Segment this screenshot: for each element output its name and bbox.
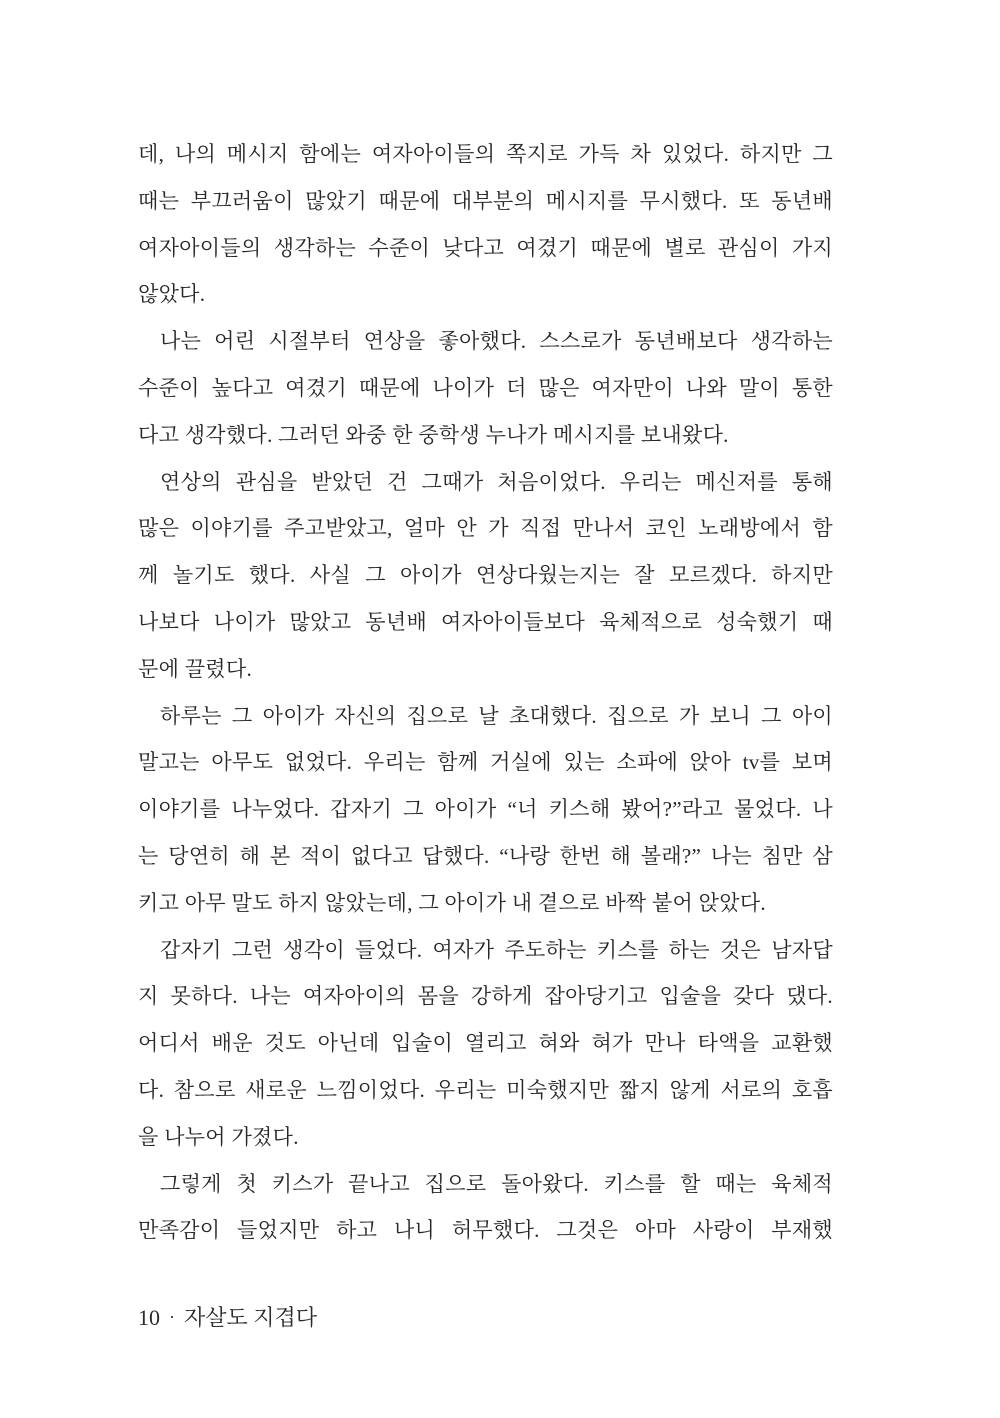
text-line: 께 놀기도 했다. 사실 그 아이가 연상다웠는지는 잘 모르겠다. 하지만 [138,563,833,588]
text-line: 는 당연히 해 본 적이 없다고 답했다. “나랑 한번 해 볼래?” 나는 침만 삼 [138,843,833,868]
page-number: 10 [138,1305,160,1330]
text-line: 어디서 배운 것도 아닌데 입술이 열리고 혀와 혀가 만나 타액을 교환했 [138,1031,833,1056]
text-line: 나는 어린 시절부터 연상을 좋아했다. 스스로가 동년배보다 생각하는 [160,329,833,354]
book-title: 자살도 지겹다 [184,1305,318,1330]
text-line: 문에 끌렸다. [138,656,253,681]
text-line: 이야기를 나누었다. 갑자기 그 아이가 “너 키스해 봤어?”라고 물었다. 나 [138,797,833,822]
text-line: 하루는 그 아이가 자신의 집으로 날 초대했다. 집으로 가 보니 그 아이 [160,703,833,728]
text-line: 키고 아무 말도 하지 않았는데, 그 아이가 내 곁으로 바짝 붙어 앉았다. [138,890,766,915]
text-line: 데, 나의 메시지 함에는 여자아이들의 쪽지로 가득 차 있었다. 하지만 그 [138,142,833,166]
paragraph [138,693,833,927]
paragraph [138,459,833,693]
paragraph [138,1161,833,1255]
text-line: 그렇게 첫 키스가 끝나고 집으로 돌아왔다. 키스를 할 때는 육체적 [160,1171,833,1196]
text-line: 을 나누어 가졌다. [138,1124,299,1149]
text-line: 지 못하다. 나는 여자아이의 몸을 강하게 잡아당기고 입술을 갖다 댔다. [138,984,833,1009]
text-line: 다고 생각했다. 그러던 와중 한 중학생 누나가 메시지를 보내왔다. [138,422,729,447]
text-line: 말고는 아무도 없었다. 우리는 함께 거실에 있는 소파에 앉아 tv를 보며 [138,750,833,775]
text-line: 나보다 나이가 많았고 동년배 여자아이들보다 육체적으로 성숙했기 때 [138,609,833,634]
text-line: 많은 이야기를 주고받았고, 얼마 안 가 직접 만나서 코인 노래방에서 함 [138,516,833,541]
page-footer [138,1303,317,1334]
text-line: 때는 부끄러움이 많았기 때문에 대부분의 메시지를 무시했다. 또 동년배 [138,188,833,213]
body-text [138,131,833,1254]
text-line: 다. 참으로 새로운 느낌이었다. 우리는 미숙했지만 짧지 않게 서로의 호흡 [138,1077,833,1102]
paragraph [138,927,833,1161]
text-line: 갑자기 그런 생각이 들었다. 여자가 주도하는 키스를 하는 것은 남자답 [160,937,833,962]
text-line: 여자아이들의 생각하는 수준이 낮다고 여겼기 때문에 별로 관심이 가지 [138,235,833,260]
text-line: 만족감이 들었지만 하고 나니 허무했다. 그것은 아마 사랑이 부재했 [138,1218,833,1243]
paragraph [138,318,833,458]
text-line: 않았다. [138,282,206,307]
paragraph [138,131,833,318]
footer-separator-dot-icon: · [169,1307,175,1327]
text-line: 연상의 관심을 받았던 건 그때가 처음이었다. 우리는 메신저를 통해 [160,469,833,494]
text-line: 수준이 높다고 여겼기 때문에 나이가 더 많은 여자만이 나와 말이 통한 [138,375,833,400]
